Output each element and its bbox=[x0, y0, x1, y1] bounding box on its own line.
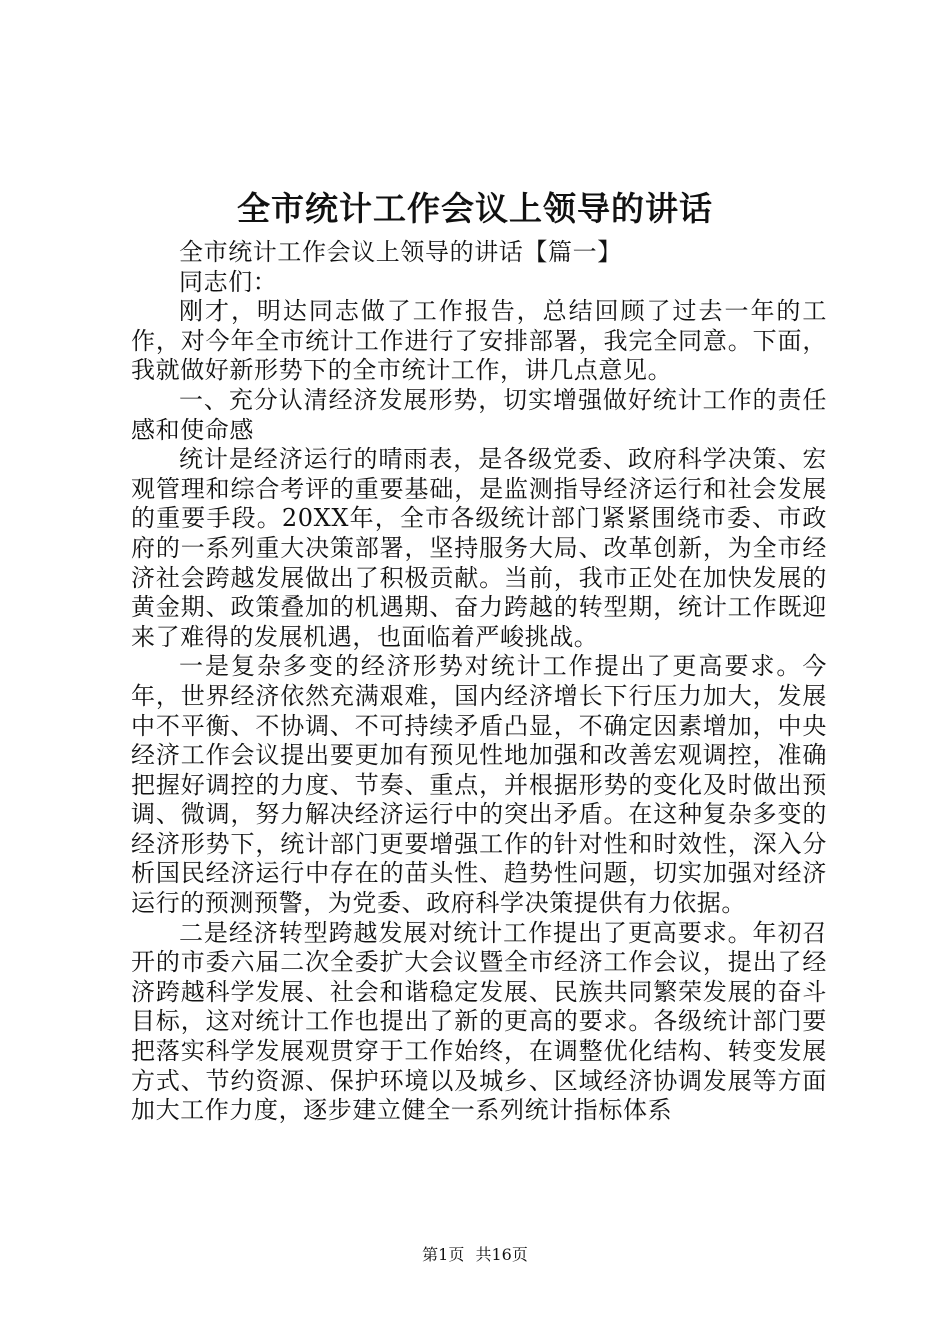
paragraph: 统计是经济运行的晴雨表，是各级党委、政府科学决策、宏观管理和综合考评的重要基础，是监测指导经济运行和社会发展的重要手段。20XX年，全市各级统计部门紧紧围绕市委、市政府的一系列重大决策部署，坚持服务大局、改革创新，为全市经济社会跨越发展做出了积极贡献。当前，我市正处在加快发展的黄金期、政策叠加的机遇期、奋力跨越的转型期，统计工作既迎来了难得的发展机遇，也面临着严峻挑战。 bbox=[131, 445, 827, 651]
page-total: 共16页 bbox=[475, 1245, 528, 1264]
paragraph: 一是复杂多变的经济形势对统计工作提出了更高要求。今年，世界经济依然充满艰难，国内经济增长下行压力加大，发展中不平衡、不协调、不可持续矛盾凸显，不确定因素增加，中央经济工作会议提出要更加有预见性地加强和改善宏观调控，准确把握好调控的力度、节奏、重点，并根据形势的变化及时做出预调、微调，努力解决经济运行中的突出矛盾。在这种复杂多变的经济形势下，统计部门更要增强工作的针对性和时效性，深入分析国民经济运行中存在的苗头性、趋势性问题，切实加强对经济运行的预测预警，为党委、政府科学决策提供有力依据。 bbox=[131, 652, 827, 918]
section-heading: 一、充分认清经济发展形势，切实增强做好统计工作的责任感和使命感 bbox=[131, 385, 827, 444]
document-title: 全市统计工作会议上领导的讲话 bbox=[237, 189, 713, 228]
page-number: 第1页 bbox=[422, 1245, 465, 1264]
document-body bbox=[131, 238, 827, 1126]
page-footer bbox=[0, 1244, 950, 1266]
paragraph-salutation: 同志们： bbox=[179, 267, 278, 296]
paragraph: 刚才，明达同志做了工作报告，总结回顾了过去一年的工作，对今年全市统计工作进行了安排部署，我完全同意。下面，我就做好新形势下的全市统计工作，讲几点意见。 bbox=[131, 297, 827, 385]
paragraph-heading: 全市统计工作会议上领导的讲话【篇一】 bbox=[179, 238, 622, 266]
paragraph: 二是经济转型跨越发展对统计工作提出了更高要求。年初召开的市委六届二次全委扩大会议暨全市经济工作会议，提出了经济跨越科学发展、社会和谐稳定发展、民族共同繁荣发展的奋斗目标，这对统计工作也提出了新的更高的要求。各级统计部门要把落实科学发展观贯穿于工作始终，在调整优化结构、转变发展方式、节约资源、保护环境以及城乡、区域经济协调发展等方面加大工作力度，逐步建立健全一系列统计指标体系 bbox=[131, 918, 827, 1125]
